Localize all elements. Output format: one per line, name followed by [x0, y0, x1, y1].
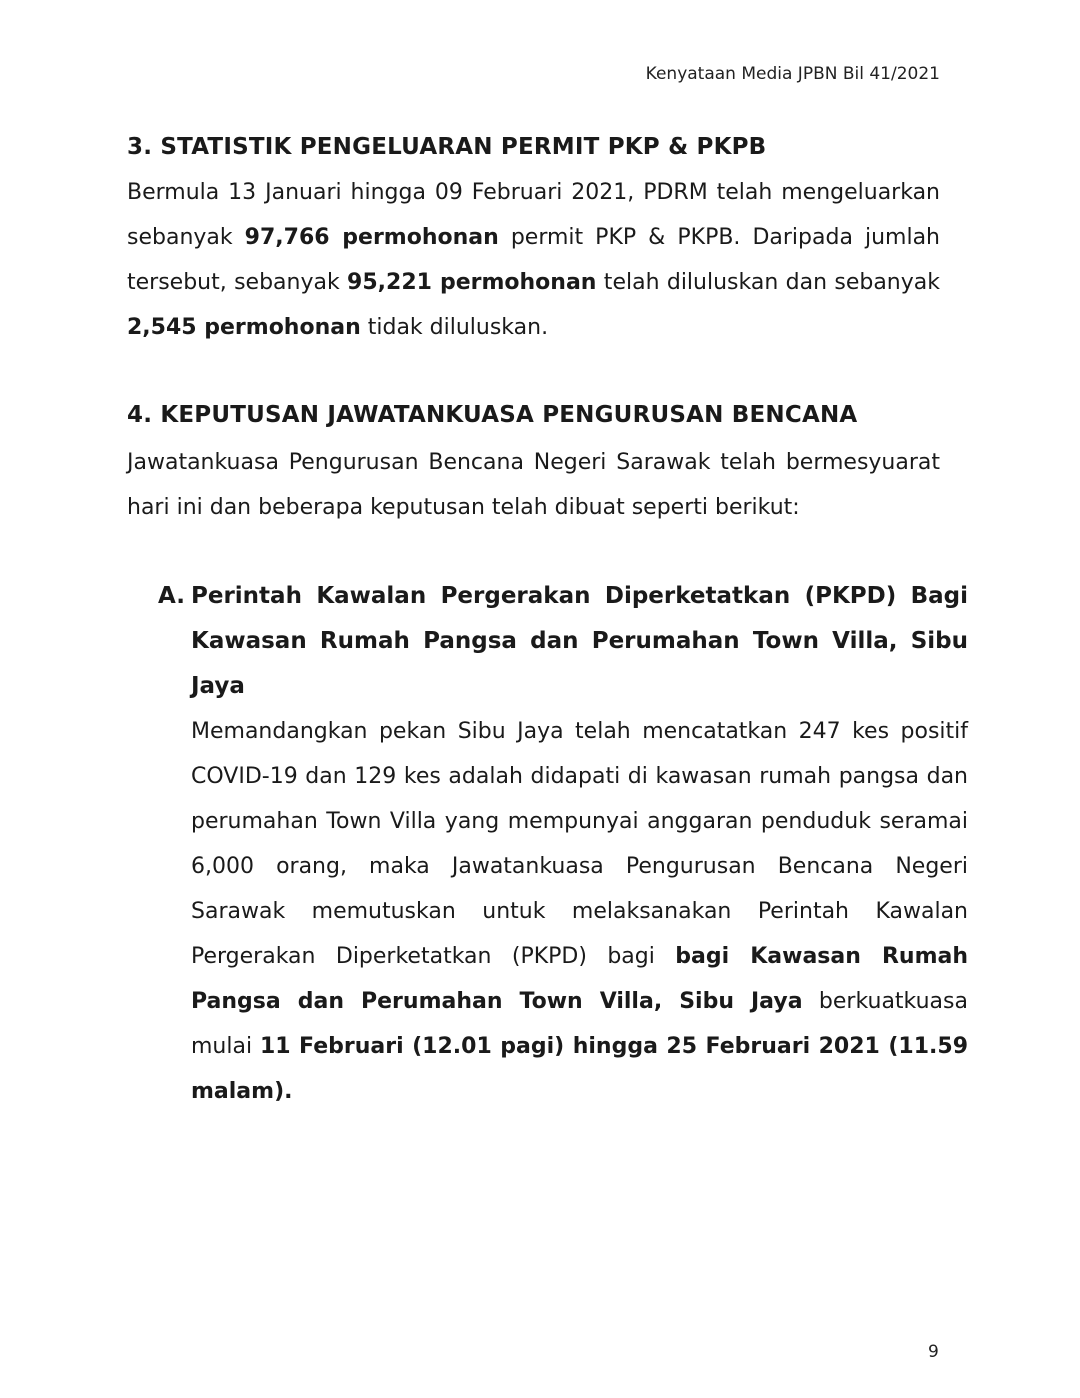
list-item-title: Perintah Kawalan Pergerakan Diperketatkan (PKPD) Bagi Kawasan Rumah Pangsa dan Perumahan Town Villa, Sibu Jaya	[191, 583, 968, 699]
list-item-letter: A.	[158, 583, 185, 609]
document-header: Kenyataan Media JPBN Bil 41/2021	[645, 64, 940, 84]
section-4-title: 4. KEPUTUSAN JAWATANKUASA PENGURUSAN BENCANA	[127, 402, 858, 428]
item-a-text-1: Memandangkan pekan Sibu Jaya telah mencatatkan 247 kes positif COVID-19 dan 129 kes adalah didapati di kawasan rumah pangsa dan perumahan Town Villa yang mempunyai anggaran penduduk seramai 6,000 orang, maka Jawatankuasa Pengurusan Bencana Negeri Sarawak memutuskan untuk melaksanakan Perintah Kawalan Pergerakan Diperketatkan (PKPD) bagi	[191, 719, 968, 969]
section-3-text-4: tidak diluluskan.	[360, 315, 549, 340]
item-a-bold-1: bagi Kawasan Rumah Pangsa dan Perumahan Town Villa, Sibu Jaya	[191, 944, 968, 1014]
section-3-bold-2: 95,221 permohonan	[347, 270, 597, 295]
section-3-bold-3: 2,545 permohonan	[127, 315, 361, 340]
list-item-body	[191, 574, 968, 1114]
list-item-paragraph	[191, 709, 968, 1114]
section-4-intro: Jawatankuasa Pengurusan Bencana Negeri Sarawak telah bermesyuarat hari ini dan beberapa keputusan telah dibuat seperti berikut:	[127, 450, 940, 520]
section-3-bold-1: 97,766 permohonan	[244, 225, 499, 250]
item-a-text-2: berkuatkuasa mulai	[191, 989, 968, 1059]
section-3-text-3: telah diluluskan dan sebanyak	[596, 270, 940, 295]
list-item-a	[158, 574, 968, 1114]
section-3-paragraph	[127, 170, 940, 350]
section-3-text-2: permit PKP & PKPB. Daripada jumlah tersebut, sebanyak	[127, 225, 940, 295]
item-a-bold-2: 11 Februari (12.01 pagi) hingga 25 Februari 2021 (11.59 malam).	[191, 1034, 969, 1104]
page-number: 9	[928, 1342, 939, 1362]
section-3-title: 3. STATISTIK PENGELUARAN PERMIT PKP & PKPB	[127, 134, 767, 160]
section-3-text-1: Bermula 13 Januari hingga 09 Februari 2021, PDRM telah mengeluarkan sebanyak	[127, 180, 940, 250]
